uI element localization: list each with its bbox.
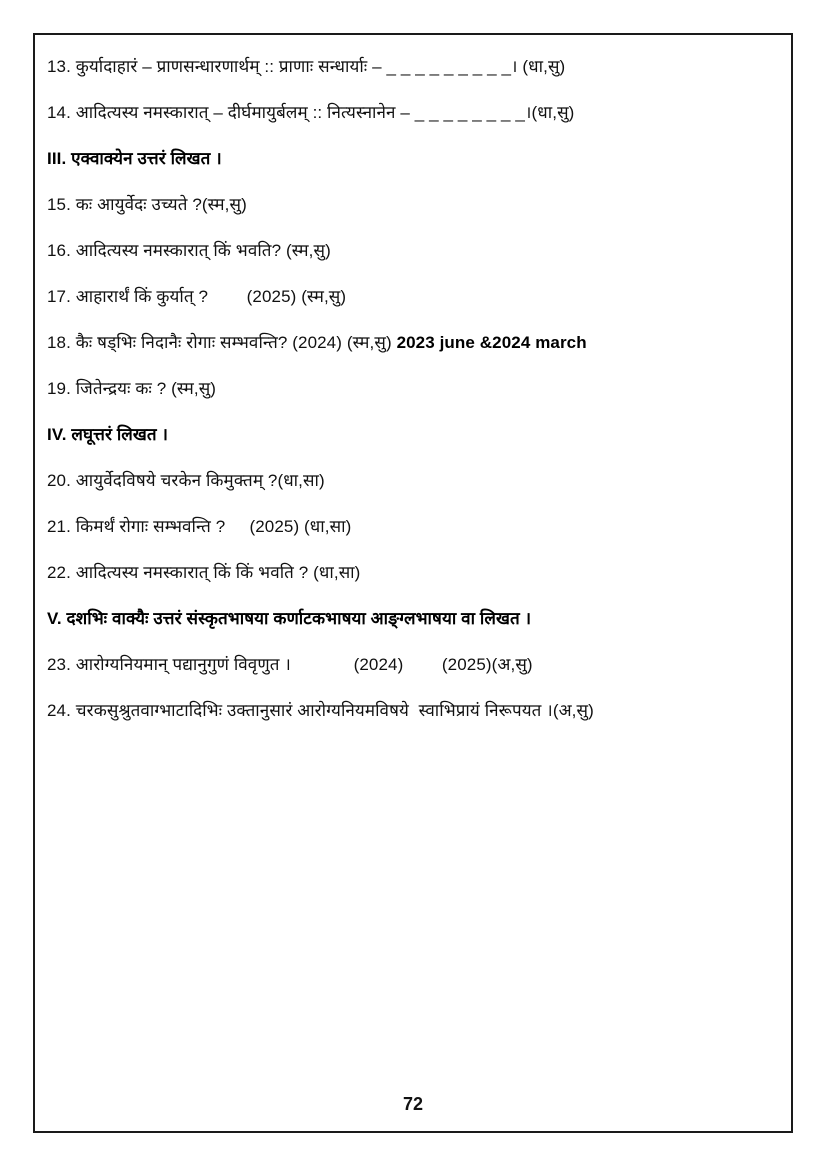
question-24-text: 24. चरकसुश्रुतवाग्भाटादिभिः उक्तानुसारं आरोग्यनियमविषये स्वाभिप्रायं निरूपयत ।(अ,सु) — [47, 701, 594, 720]
section-heading-iv-text: IV. लघूत्तरं लिखत । — [47, 425, 169, 444]
section-heading-iii-text: III. एक्वाक्येन उत्तरं लिखत । — [47, 149, 222, 168]
question-22-text: 22. आदित्यस्य नमस्कारात् किं किं भवति ? (धा,सा) — [47, 563, 361, 582]
question-22 — [47, 562, 781, 583]
question-16-text: 16. आदित्यस्य नमस्कारात् किं भवति? (स्म,सु) — [47, 241, 331, 260]
question-18 — [47, 332, 781, 353]
question-19 — [47, 378, 781, 399]
question-14-text: 14. आदित्यस्य नमस्कारात् – दीर्घमायुर्बलम् :: नित्यस्नानेन – _ _ _ _ _ _ _ _।(धा,सु) — [47, 103, 575, 122]
question-20 — [47, 470, 781, 491]
question-23-text: 23. आरोग्यनियमान् पद्यानुगुणं विवृणुत । (2024) (2025)(अ,सु) — [47, 655, 533, 674]
question-19-text: 19. जितेन्द्रयः कः ? (स्म,सु) — [47, 379, 217, 398]
question-15-text: 15. कः आयुर्वेदः उच्यते ?(स्म,सु) — [47, 195, 247, 214]
question-23 — [47, 654, 781, 675]
question-18-year-note: 2023 june &2024 march — [396, 333, 587, 352]
page-number: 72 — [402, 1094, 424, 1114]
question-14 — [47, 102, 781, 123]
section-heading-iii — [47, 148, 781, 169]
question-16 — [47, 240, 781, 261]
question-13 — [47, 56, 781, 77]
section-heading-v-text: V. दशभिः वाक्यैः उत्तरं संस्कृतभाषया कर्णाटकभाषया आङ्ग्लभाषया वा लिखत । — [47, 609, 532, 628]
question-13-text: 13. कुर्यादाहारं – प्राणसन्धारणार्थम् :: प्राणाः सन्धार्याः – _ _ _ _ _ _ _ _ _। (धा,सु) — [47, 57, 566, 76]
question-15 — [47, 194, 781, 215]
question-20-text: 20. आयुर्वेदविषये चरकेन किमुक्तम् ?(धा,सा) — [47, 471, 325, 490]
questions-content — [47, 56, 781, 746]
question-21-text: 21. किमर्थं रोगाः सम्भवन्ति ? (2025) (धा,सा) — [47, 517, 352, 536]
question-21 — [47, 516, 781, 537]
page-border-frame — [33, 33, 793, 1133]
question-17 — [47, 286, 781, 307]
question-18-text: 18. कैः षड्भिः निदानैः रोगाः सम्भवन्ति? (2024) (स्म,सु) — [47, 333, 397, 352]
question-17-text: 17. आहारार्थं किं कुर्यात् ? (2025) (स्म,सु) — [47, 287, 347, 306]
question-24 — [47, 700, 781, 721]
section-heading-v — [47, 608, 781, 629]
section-heading-iv — [47, 424, 781, 445]
